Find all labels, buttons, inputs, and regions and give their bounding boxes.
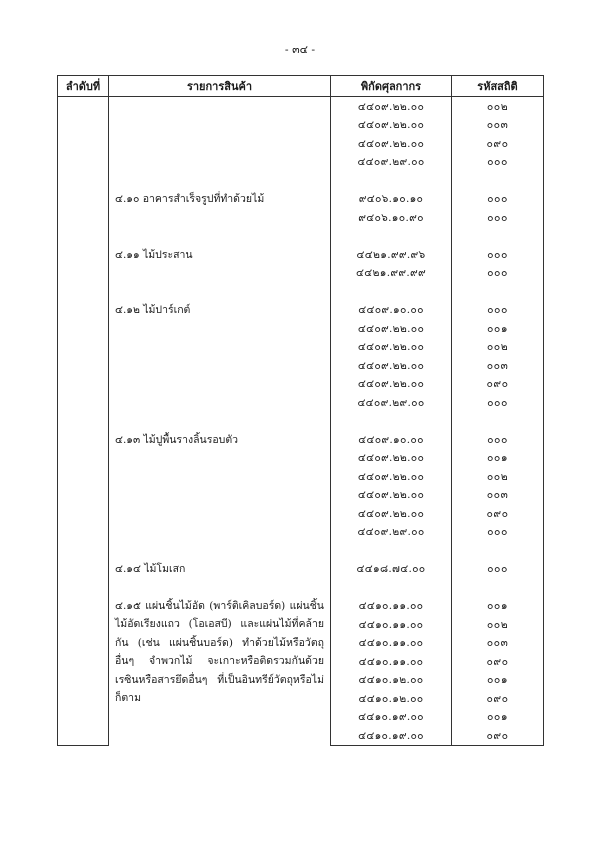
table-row (58, 578, 544, 597)
tariff-code: ๔๔๑๐.๑๑.๐๐ (331, 597, 452, 616)
order-cell (58, 338, 109, 357)
order-cell (58, 375, 109, 394)
item-description (109, 393, 331, 412)
stat-code (452, 541, 544, 560)
item-description (109, 467, 331, 486)
tariff-code: ๔๔๑๐.๑๙.๐๐ (331, 708, 452, 727)
stat-code: ๐๐๑ (452, 708, 544, 727)
tariff-code: ๙๔๐๖.๑๐.๙๐ (331, 208, 452, 227)
item-description (109, 578, 331, 597)
order-cell (58, 597, 109, 616)
item-description (109, 356, 331, 375)
table-row (58, 541, 544, 560)
order-cell (58, 708, 109, 727)
order-cell (58, 671, 109, 690)
page-number: - ๓๔ - (284, 43, 316, 56)
item-description (109, 264, 331, 283)
item-description (109, 208, 331, 227)
order-cell (58, 467, 109, 486)
order-cell (58, 412, 109, 431)
stat-code: ๐๐๐ (452, 264, 544, 283)
tariff-code: ๔๔๒๑.๙๙.๙๖ (331, 245, 452, 264)
tariff-code: ๔๔๑๐.๑๙.๐๐ (331, 726, 452, 745)
stat-code: ๐๐๒ (452, 467, 544, 486)
header-stat-code: รหัสสถิติ (452, 76, 544, 97)
stat-code: ๐๐๓ (452, 634, 544, 653)
stat-code: ๐๙๐ (452, 375, 544, 394)
item-description (109, 97, 331, 116)
stat-code (452, 412, 544, 431)
order-cell (58, 560, 109, 579)
order-cell (58, 615, 109, 634)
item-description (109, 153, 331, 172)
table-row (58, 449, 544, 468)
table-row (58, 245, 544, 264)
order-cell (58, 486, 109, 505)
table-row (58, 393, 544, 412)
tariff-code (331, 412, 452, 431)
table-row (58, 208, 544, 227)
table-row (58, 523, 544, 542)
table-row (58, 486, 544, 505)
tariff-code: ๔๔๐๙.๒๒.๐๐ (331, 467, 452, 486)
table-header-row (58, 76, 544, 97)
stat-code: ๐๙๐ (452, 504, 544, 523)
item-description: ๔.๑๒ ไม้ปาร์เกต์ (109, 301, 331, 320)
item-description (109, 116, 331, 135)
tariff-code (331, 171, 452, 190)
item-description (109, 486, 331, 505)
table-row (58, 153, 544, 172)
item-description (109, 541, 331, 560)
table-row (58, 282, 544, 301)
stat-code: ๐๐๓ (452, 116, 544, 135)
stat-code: ๐๙๐ (452, 726, 544, 745)
stat-code (452, 171, 544, 190)
tariff-code: ๙๔๐๖.๑๐.๑๐ (331, 190, 452, 209)
stat-code: ๐๐๒ (452, 97, 544, 116)
order-cell (58, 116, 109, 135)
header-order: ลำดับที่ (58, 76, 109, 97)
table-row (58, 356, 544, 375)
stat-code: ๐๐๒ (452, 615, 544, 634)
order-cell (58, 171, 109, 190)
item-description (109, 523, 331, 542)
order-cell (58, 430, 109, 449)
order-cell (58, 301, 109, 320)
table-row (58, 375, 544, 394)
tariff-code: ๔๔๑๐.๑๒.๐๐ (331, 689, 452, 708)
table-row (58, 597, 544, 616)
tariff-code: ๔๔๐๙.๒๙.๐๐ (331, 523, 452, 542)
stat-code (452, 578, 544, 597)
item-description (109, 338, 331, 357)
item-description (109, 282, 331, 301)
stat-code: ๐๐๐ (452, 430, 544, 449)
stat-code: ๐๙๐ (452, 134, 544, 153)
tariff-code (331, 227, 452, 246)
tariff-code: ๔๔๐๙.๒๒.๐๐ (331, 449, 452, 468)
table-row (58, 430, 544, 449)
tariff-code: ๔๔๑๘.๗๔.๐๐ (331, 560, 452, 579)
order-cell (58, 264, 109, 283)
table-row (58, 504, 544, 523)
table-row (58, 467, 544, 486)
stat-code: ๐๐๐ (452, 245, 544, 264)
tariff-code: ๔๔๐๙.๑๐.๐๐ (331, 301, 452, 320)
item-description (109, 504, 331, 523)
tariff-code: ๔๔๑๐.๑๑.๐๐ (331, 634, 452, 653)
stat-code: ๐๐๒ (452, 338, 544, 357)
table-row (58, 190, 544, 209)
item-description (109, 171, 331, 190)
stat-code: ๐๐๐ (452, 560, 544, 579)
tariff-code: ๔๔๑๐.๑๒.๐๐ (331, 671, 452, 690)
table-row (58, 412, 544, 431)
item-description: ๔.๑๑ ไม้ประสาน (109, 245, 331, 264)
tariff-code: ๔๔๑๐.๑๑.๐๐ (331, 615, 452, 634)
header-tariff-code: พิกัดศุลกากร (331, 76, 452, 97)
item-description (109, 449, 331, 468)
header-item: รายการสินค้า (109, 76, 331, 97)
order-cell (58, 227, 109, 246)
tariff-code (331, 578, 452, 597)
tariff-code (331, 282, 452, 301)
table-row (58, 560, 544, 579)
item-description: ๔.๑๓ ไม้ปูพื้นรางลิ้นรอบตัว (109, 430, 331, 449)
order-cell (58, 449, 109, 468)
order-cell (58, 356, 109, 375)
tariff-code: ๔๔๐๙.๒๒.๐๐ (331, 504, 452, 523)
order-cell (58, 282, 109, 301)
order-cell (58, 504, 109, 523)
stat-code: ๐๐๑ (452, 597, 544, 616)
stat-code: ๐๐๐ (452, 153, 544, 172)
table-row (58, 116, 544, 135)
item-description (109, 319, 331, 338)
stat-code: ๐๙๐ (452, 652, 544, 671)
tariff-code: ๔๔๐๙.๒๙.๐๐ (331, 393, 452, 412)
item-description (109, 412, 331, 431)
order-cell (58, 634, 109, 653)
stat-code: ๐๐๓ (452, 486, 544, 505)
order-cell (58, 541, 109, 560)
order-cell (58, 319, 109, 338)
item-description: ๔.๑๔ ไม้โมเสก (109, 560, 331, 579)
order-cell (58, 652, 109, 671)
order-cell (58, 245, 109, 264)
stat-code: ๐๐๐ (452, 208, 544, 227)
tariff-code: ๔๔๐๙.๒๒.๐๐ (331, 319, 452, 338)
stat-code (452, 282, 544, 301)
order-cell (58, 153, 109, 172)
table-row (58, 227, 544, 246)
order-cell (58, 523, 109, 542)
item-description: ๔.๑๕ แผ่นชิ้นไม้อัด (พาร์ติเคิลบอร์ด) แผ่นชิ้นไม้อัดเรียงแถว (โอเอสบี) และแผ่นไม้ที่คล้ายกัน (เช่น แผ่นชิ้นบอร์ด) ทำด้วยไม้หรือวัตถุอื่นๆ จำพวกไม้ จะเกาะหรือติดรวมกันด้วยเรซินหรือสารยึดอื่นๆ ที่เป็นอินทรีย์วัตถุหรือไม่ก็ตาม (109, 597, 331, 746)
stat-code: ๐๐๐ (452, 393, 544, 412)
tariff-code: ๔๔๐๙.๒๒.๐๐ (331, 486, 452, 505)
tariff-code: ๔๔๒๑.๙๙.๙๙ (331, 264, 452, 283)
order-cell (58, 578, 109, 597)
order-cell (58, 689, 109, 708)
table-row (58, 264, 544, 283)
tariff-code: ๔๔๑๐.๑๑.๐๐ (331, 652, 452, 671)
tariff-code: ๔๔๐๙.๒๒.๐๐ (331, 116, 452, 135)
item-description: ๔.๑๐ อาคารสำเร็จรูปที่ทำด้วยไม้ (109, 190, 331, 209)
stat-code: ๐๐๐ (452, 190, 544, 209)
tariff-code: ๔๔๐๙.๒๒.๐๐ (331, 134, 452, 153)
tariff-code: ๔๔๐๙.๒๒.๐๐ (331, 97, 452, 116)
stat-code (452, 227, 544, 246)
item-description (109, 227, 331, 246)
stat-code: ๐๐๑ (452, 449, 544, 468)
stat-code: ๐๐๐ (452, 301, 544, 320)
stat-code: ๐๐๓ (452, 356, 544, 375)
table-row (58, 338, 544, 357)
tariff-table (57, 75, 544, 746)
table-row (58, 319, 544, 338)
order-cell (58, 190, 109, 209)
table-row (58, 301, 544, 320)
order-cell (58, 208, 109, 227)
tariff-code: ๔๔๐๙.๒๒.๐๐ (331, 375, 452, 394)
table-row (58, 171, 544, 190)
table-row (58, 97, 544, 116)
order-cell (58, 393, 109, 412)
tariff-code: ๔๔๐๙.๒๙.๐๐ (331, 153, 452, 172)
tariff-code: ๔๔๐๙.๒๒.๐๐ (331, 356, 452, 375)
stat-code: ๐๐๐ (452, 523, 544, 542)
tariff-code: ๔๔๐๙.๒๒.๐๐ (331, 338, 452, 357)
item-description (109, 375, 331, 394)
order-cell (58, 726, 109, 745)
tariff-code: ๔๔๐๙.๑๐.๐๐ (331, 430, 452, 449)
order-cell (58, 97, 109, 116)
stat-code: ๐๐๑ (452, 319, 544, 338)
tariff-code (331, 541, 452, 560)
stat-code: ๐๐๑ (452, 671, 544, 690)
table-row (58, 134, 544, 153)
order-cell (58, 134, 109, 153)
stat-code: ๐๙๐ (452, 689, 544, 708)
item-description (109, 134, 331, 153)
